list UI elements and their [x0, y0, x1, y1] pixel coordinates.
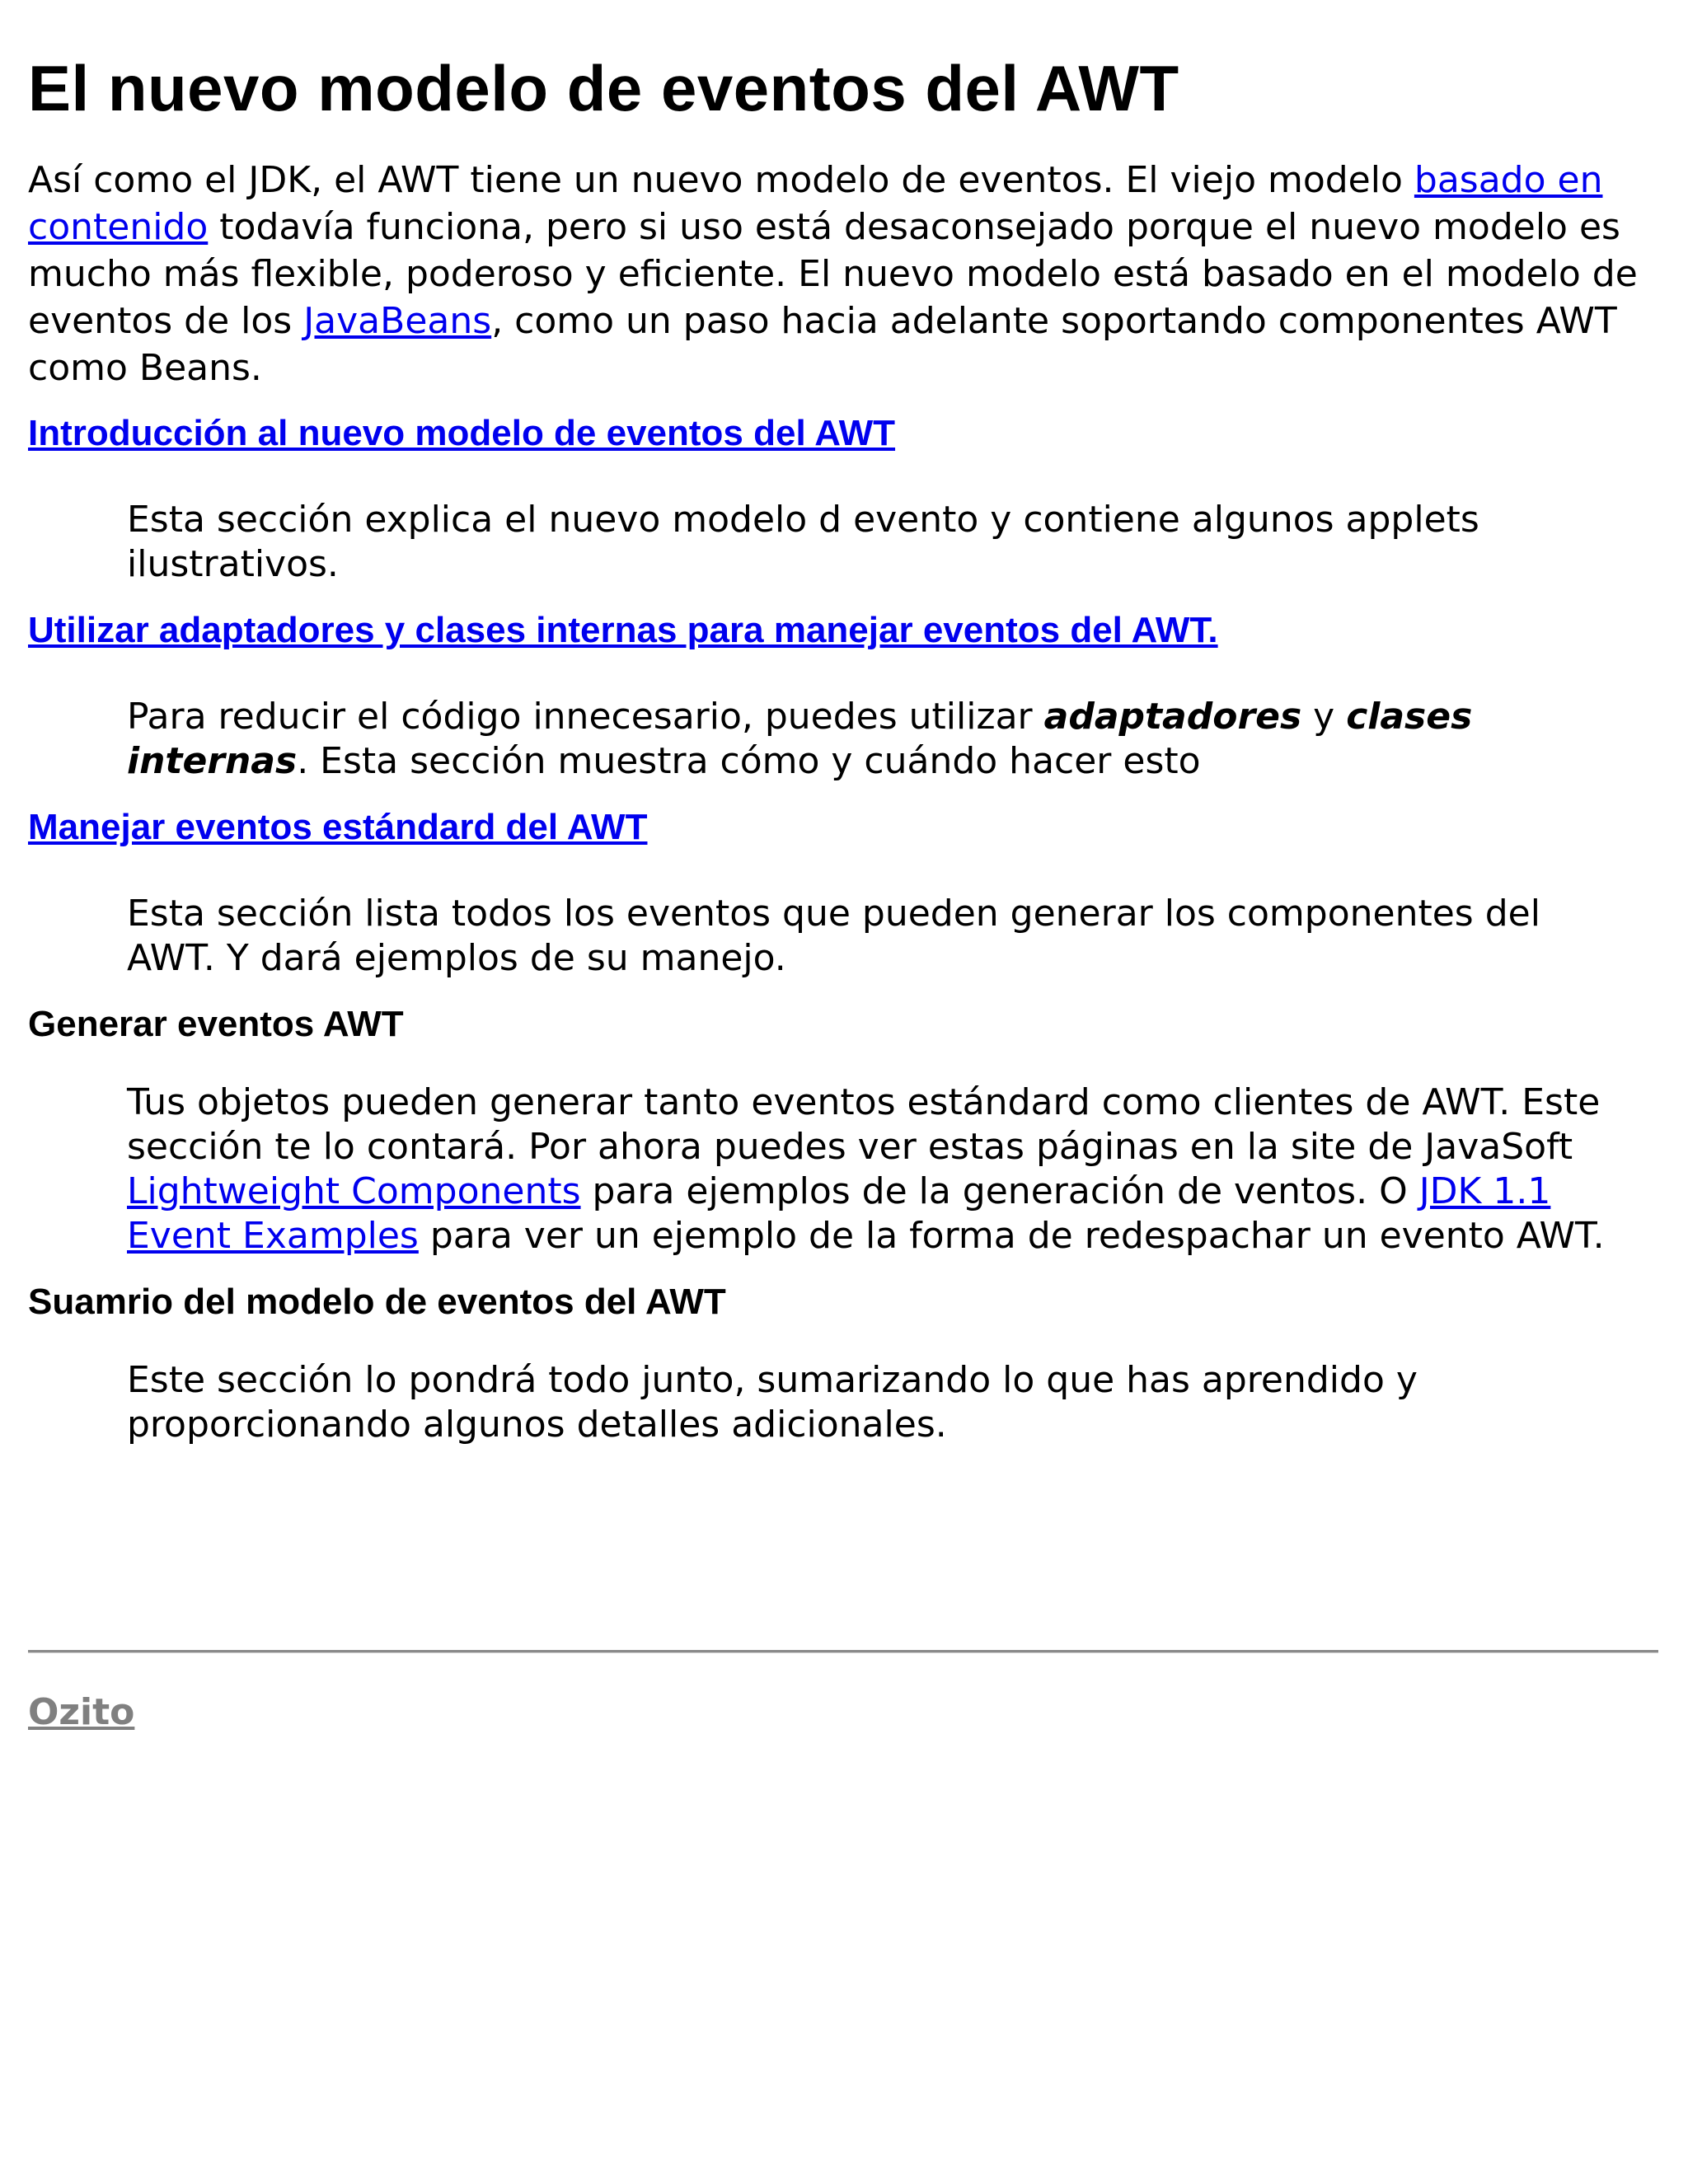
page-content — [28, 0, 1660, 1447]
horizontal-rule — [28, 1650, 1658, 1653]
link-lightweight-components[interactable]: Lightweight Components — [127, 1170, 581, 1212]
intro-text-2: todavía funciona, pero si uso está desaconsejado porque el nuevo modelo es mucho más flexible, poderoso y eficiente. El nuevo modelo está basado en el modelo de eventos de los — [28, 206, 1638, 342]
page-title: El nuevo modelo de eventos del AWT — [28, 52, 1179, 124]
section-link-introduccion[interactable]: Introducción al nuevo modelo de eventos del AWT — [28, 413, 896, 453]
desc-generar-text-1: Tus objetos pueden generar tanto eventos estándard como clientes de AWT. Este sección te lo contará. Por ahora puedes ver estas páginas en la site de JavaSoft — [127, 1081, 1601, 1168]
link-basado-en-contenido[interactable]: basado en contenido — [28, 159, 1603, 248]
desc-adaptadores-text-2: y — [1301, 696, 1347, 738]
section-desc-adaptadores — [127, 695, 1611, 784]
link-javabeans[interactable]: JavaBeans — [303, 300, 492, 342]
desc-adaptadores-text-3: . Esta sección muestra cómo y cuándo hacer esto — [297, 740, 1201, 782]
desc-generar-text-3: para ver un ejemplo de la forma de redespachar un evento AWT. — [418, 1215, 1605, 1257]
intro-text-1: Así como el JDK, el AWT tiene un nuevo modelo de eventos. El viejo modelo — [28, 159, 1414, 201]
section-heading-sumario: Suamrio del modelo de eventos del AWT — [28, 1282, 726, 1322]
section-link-manejar-eventos[interactable]: Manejar eventos estándard del AWT — [28, 807, 648, 847]
intro-paragraph — [28, 157, 1643, 391]
section-desc-manejar-eventos: Esta sección lista todos los eventos que pueden generar los componentes del AWT. Y dará ejemplos de su manejo. — [127, 893, 1540, 979]
intro-text-3: , como un paso hacia adelante soportando componentes AWT como Beans. — [28, 300, 1617, 389]
section-link-adaptadores[interactable]: Utilizar adaptadores y clases internas para manejar eventos del AWT. — [28, 610, 1218, 650]
section-desc-introduccion: Esta sección explica el nuevo modelo d evento y contiene algunos applets ilustrativos. — [127, 499, 1479, 585]
desc-adaptadores-bold-1: adaptadores — [1043, 696, 1302, 738]
section-desc-generar-eventos — [127, 1080, 1611, 1258]
desc-adaptadores-text-1: Para reducir el código innecesario, puedes utilizar — [127, 696, 1044, 738]
section-desc-sumario: Este sección lo pondrá todo junto, sumarizando lo que has aprendido y proporcionando algunos detalles adicionales. — [127, 1359, 1418, 1446]
link-jdk-event-examples[interactable]: JDK 1.1 Event Examples — [127, 1170, 1551, 1257]
section-heading-generar-eventos: Generar eventos AWT — [28, 1004, 404, 1044]
desc-adaptadores-bold-2: clases internas — [127, 696, 1473, 782]
footer-author-link[interactable]: Ozito — [28, 1691, 135, 1733]
desc-generar-text-2: para ejemplos de la generación de ventos. O — [580, 1170, 1419, 1212]
